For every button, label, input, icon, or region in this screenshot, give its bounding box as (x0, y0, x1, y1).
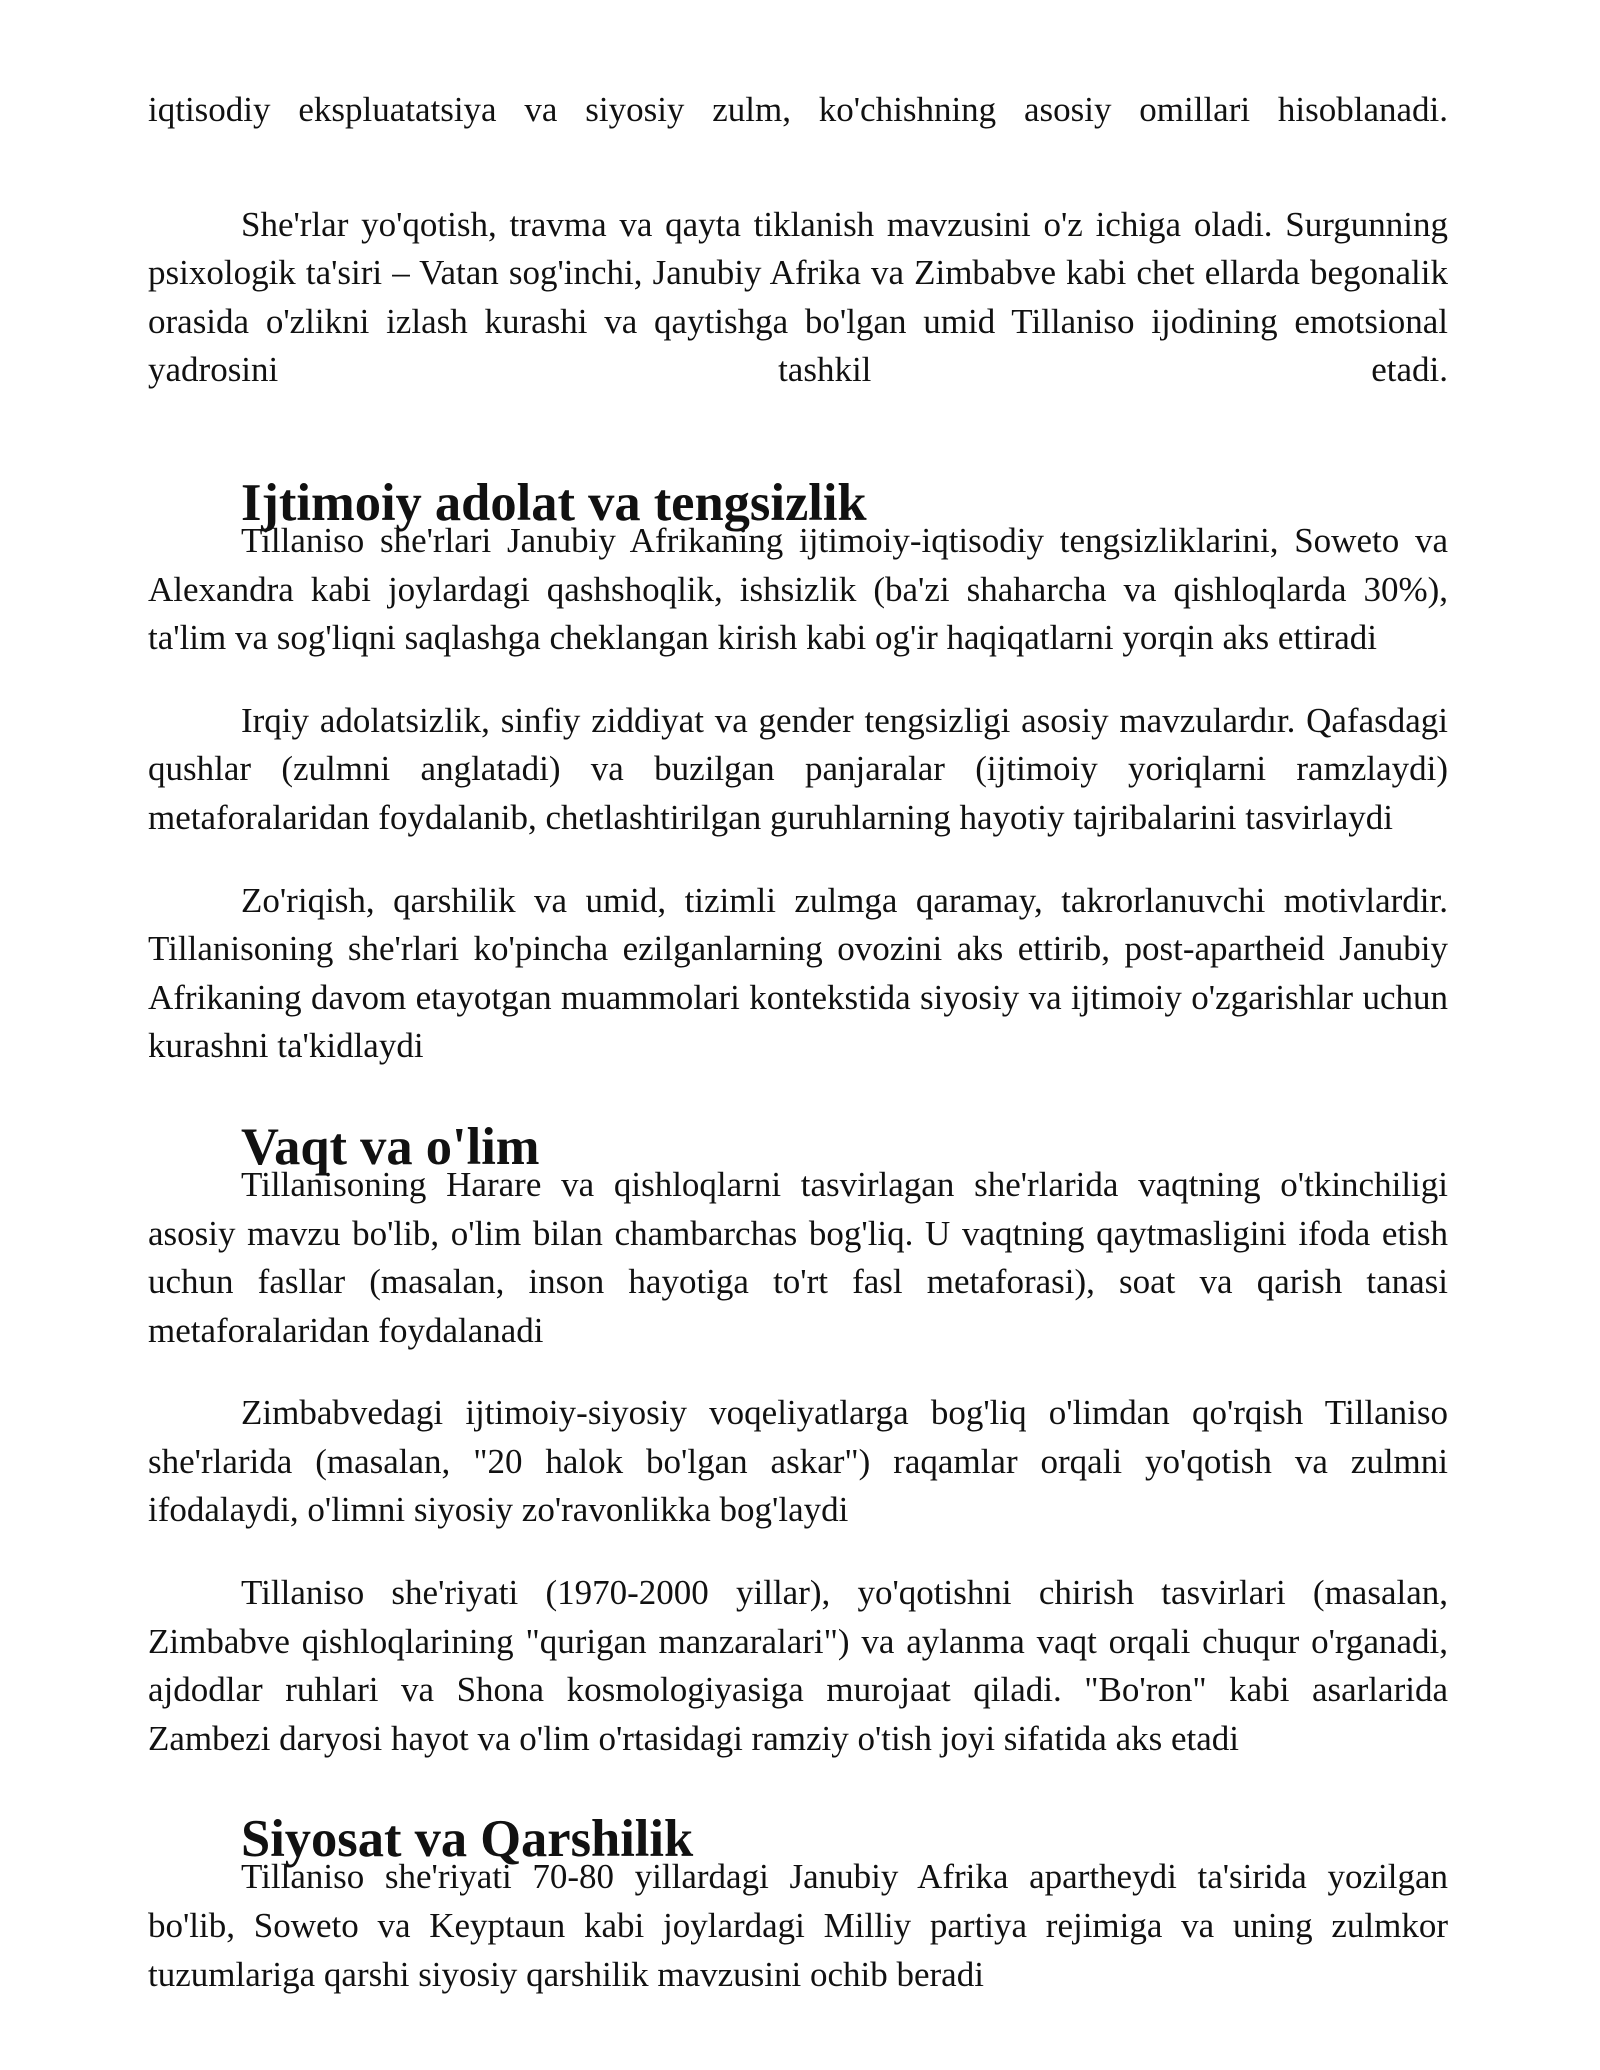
paragraph-displacement-causes: iqtisodiy ekspluatatsiya va siyosiy zulm, ko'chishning asosiy omillari hisoblanadi. (148, 90, 1448, 129)
paragraph-fear-of-death: Zimbabvedagi ijtimoiy-siyosiy voqeliyatlarga bog'liq o'limdan qo'rqish Tillaniso she'rlarida (masalan, "20 halok bo'lgan askar") raqamlar orqali yo'qotish va zulmni ifodalaydi, o'limni siyosiy zo'ravonlikka bog'laydi (148, 1393, 1448, 1530)
paragraph-socioeconomic-inequality: Tillaniso she'rlari Janubiy Afrikaning ijtimoiy-iqtisodiy tengsizliklarini, Soweto va Alexandra kabi joylardagi qashshoqlik, ishsizlik (ba'zi shaharcha va qishloqlarda 30%), ta'lim va sog'liqni saqlashga cheklangan kirish kabi og'ir haqiqatlarni yorqin aks ettiradi (148, 520, 1448, 658)
document-page (148, 86, 1448, 1999)
paragraph-resistance-hope: Zo'riqish, qarshilik va umid, tizimli zulmga qaramay, takrorlanuvchi motivlardir. Tillanisoning she'rlari ko'pincha ezilganlarning ovozini aks ettirib, post-apartheid Janubiy Afrikaning davom etayotgan muammolari kontekstida siyosiy va ijtimoiy o'zgarishlar uchun kurashni ta'kidlaydi (148, 880, 1448, 1066)
paragraph-exile-themes: She'rlar yo'qotish, travma va qayta tiklanish mavzusini o'z ichiga oladi. Surgunning psixologik ta'siri – Vatan sog'inchi, Janubiy Afrika va Zimbabve kabi chet ellarda begonalik orasida o'zlikni izlash kurashi va qaytishga bo'lgan umid Tillaniso ijodining emotsional yadrosini tashkil etadi. (148, 204, 1448, 390)
heading-politics-resistance: Siyosat va Qarshilik (241, 1810, 694, 1869)
paragraph-decay-imagery: Tillaniso she'riyati (1970-2000 yillar), yo'qotishni chirish tasvirlari (masalan, Zimbabve qishloqlarining "qurigan manzaralari") va aylanma vaqt orqali chuqur o'rganadi, ajdodlar ruhlari va Shona kosmologiyasiga murojaat qiladi. "Bo'ron" kabi asarlarida Zambezi daryosi hayot va o'lim o'rtasidagi ramziy o'tish joyi sifatida aks etadi (148, 1573, 1448, 1758)
heading-social-justice: Ijtimoiy adolat va tengsizlik (241, 473, 867, 532)
paragraph-racial-injustice: Irqiy adolatsizlik, sinfiy ziddiyat va gender tengsizligi asosiy mavzulardır. Qafasdagi qushlar (zulmni anglatadi) va buzilgan panjaralar (ijtimoiy yoriqlarni ramzlaydi) metaforalaridan foydalanib, chetlashtirilgan guruhlarning hayotiy tajribalarini tasvirlaydi (148, 700, 1448, 837)
paragraph-apartheid-resistance: Tillaniso she'riyati 70-80 yillardagi Janubiy Afrika apartheydi ta'sirida yozilgan bo'lib, Soweto va Keyptaun kabi joylardagi Milliy partiya rejimiga va uning zulmkor tuzumlariga qarshi siyosiy qarshilik mavzusini ochib beradi (148, 1857, 1448, 1994)
paragraph-transience-of-time: Tillanisoning Harare va qishloqlarni tasvirlagan she'rlarida vaqtning o'tkinchiligi asosiy mavzu bo'lib, o'lim bilan chambarchas bog'liq. U vaqtning qaytmasligini ifoda etish uchun fasllar (masalan, inson hayotiga to'rt fasl metaforasi), soat va qarish tanasi metaforalaridan foydalanadi (148, 1164, 1448, 1350)
heading-time-death: Vaqt va o'lim (241, 1117, 540, 1176)
